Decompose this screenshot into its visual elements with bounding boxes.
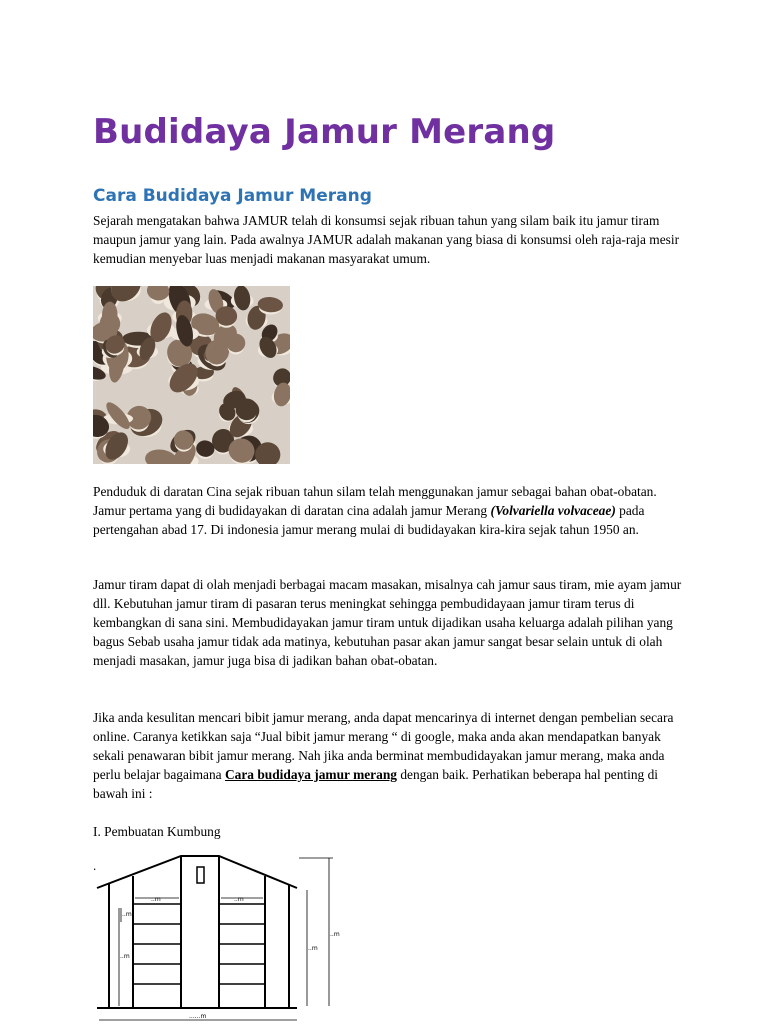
seed-text-start: Jika anda kesulitan mencari bibit jamur merang, anda dapat mencarinya di internet dengan pembelian secara online. Caranya ketikkan saja “Jual bibit jamur merang “ di google, maka anda akan mendapatkan banyak sekali penawaran bibit jamur merang. Nah jika anda berminat membudidayakan jamur merang, maka anda perlu belajar bagaimana	[93, 710, 674, 782]
cara-budidaya-link[interactable]: Cara budidaya jamur merang	[224, 767, 397, 782]
scientific-name: (Volvariella volvaceae)	[490, 503, 616, 518]
diagram-label-top-left: ..m	[151, 896, 161, 903]
diagram-label-height-mid: ..m	[308, 945, 318, 952]
history-text-start: Penduduk di daratan Cina sejak ribuan tahun silam telah menggunakan jamur sebagai bahan obat-obatan. Jamur pertama yang di budidayakan di daratan cina adalah jamur Merang	[93, 484, 657, 518]
kumbung-diagram	[93, 850, 343, 1024]
bullet-dot: .	[93, 858, 97, 873]
diagram-label-top-right: ..m	[234, 896, 244, 903]
diagram-label-bottom-width: ......m	[189, 1013, 207, 1020]
history-paragraph	[93, 482, 683, 539]
seed-text-end: dengan baik. Perhatikan beberapa hal penting di bawah ini :	[93, 767, 658, 801]
intro-paragraph: Sejarah mengatakan bahwa JAMUR telah di konsumsi sejak ribuan tahun yang silam baik itu jamur tiram maupun jamur yang lain. Pada awalnya JAMUR adalah makanan yang biasa di konsumsi oleh raja-raja mesir kemudian menyebar luas menjadi makanan masyarakat umum.	[93, 213, 680, 266]
diagram-label-small-left: ..m	[122, 911, 132, 918]
diagram-label-height-left: ..m	[120, 953, 130, 960]
diagram-label-height-right: ..m	[330, 931, 340, 938]
page-title: Budidaya Jamur Merang	[93, 112, 556, 152]
mushroom-photo	[93, 286, 290, 464]
section-subtitle: Cara Budidaya Jamur Merang	[93, 186, 372, 206]
seed-paragraph	[93, 708, 683, 803]
section-heading-kumbung: I. Pembuatan Kumbung	[93, 824, 221, 839]
usage-paragraph: Jamur tiram dapat di olah menjadi berbagai macam masakan, misalnya cah jamur saus tiram, mie ayam jamur dll. Kebutuhan jamur tiram di pasaran terus meningkat sehingga pembudidayaan jamur tiram terus di kembangkan di sana sini. Membudidayakan jamur tiram untuk dijadikan usaha keluarga adalah pilihan yang bagus Sebab usaha jamur tidak ada matinya, kebutuhan pasar akan jamur sangat besar selain untuk di olah menjadi masakan, jamur juga bisa di jadikan bahan obat-obatan.	[93, 577, 682, 668]
history-text-end: pada pertengahan abad 17. Di indonesia jamur merang mulai di budidayakan kira-kira sejak tahun 1950 an.	[93, 503, 645, 537]
